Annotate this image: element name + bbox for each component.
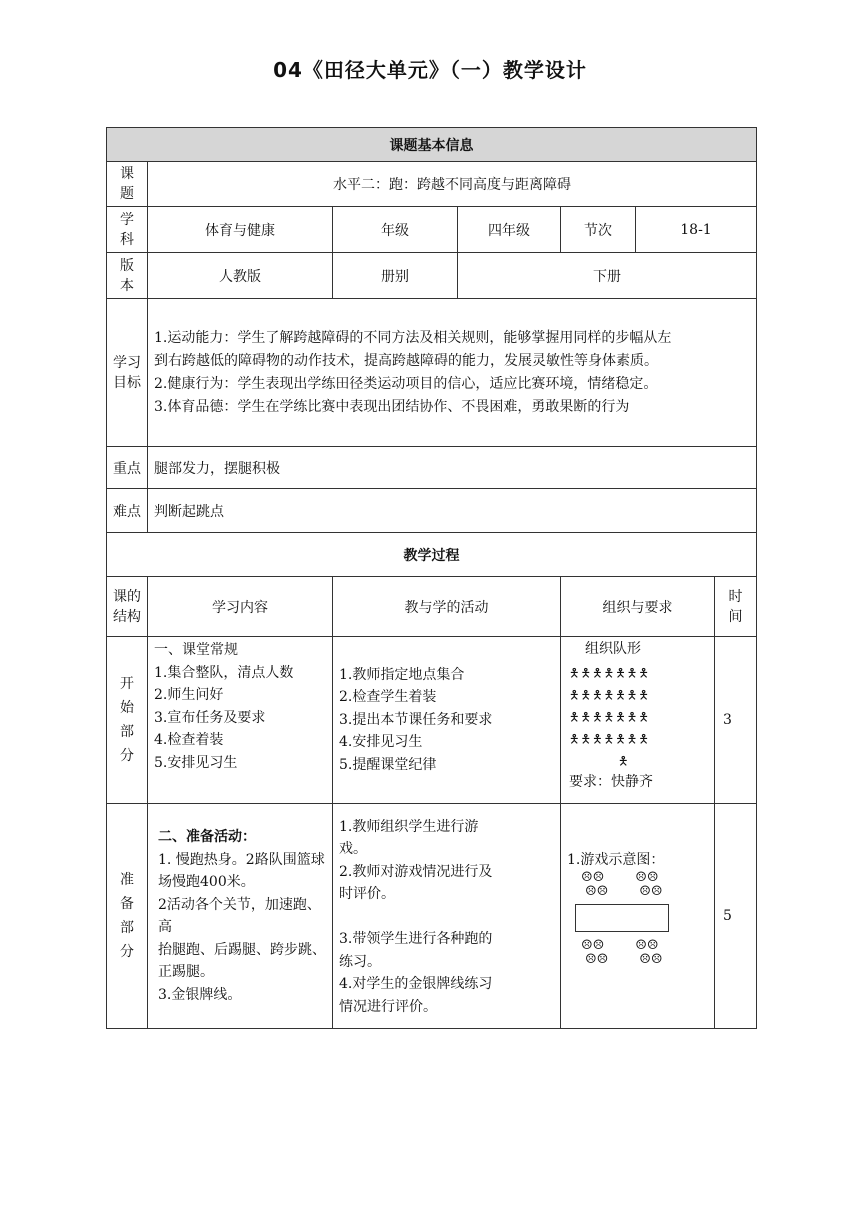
- activity-line: 2.教师对游戏情况进行及: [339, 863, 493, 880]
- start-organization: [561, 637, 715, 804]
- formation-row: 🯅🯅🯅🯅🯅🯅🯅: [569, 688, 650, 702]
- content-line: 正踢腿。: [158, 964, 214, 980]
- content-line: 2活动各个关节，加速跑、高: [158, 896, 321, 935]
- face-icon: ☹: [581, 938, 593, 953]
- col-organization-header: 组织与要求: [561, 577, 715, 637]
- formation-requirement: 要求：快静齐: [569, 774, 653, 790]
- prep-structure: 准 备 部 分: [107, 804, 148, 1029]
- activity-line: 时评价。: [339, 886, 395, 903]
- activity-line: 3.带领学生进行各种跑的: [339, 931, 493, 948]
- col-structure-header: 课的 结构: [107, 577, 148, 637]
- start-time: 3: [715, 637, 757, 804]
- face-icon: ☹: [592, 938, 605, 953]
- activity-line: 1.教师组织学生进行游: [339, 818, 479, 835]
- edition-label: 版 本: [107, 253, 148, 299]
- basketball-court-rect: [575, 904, 669, 932]
- prep-organization: [561, 804, 715, 1029]
- face-icon: ☹: [635, 938, 647, 953]
- face-icon: ☹: [596, 952, 609, 967]
- content-line: 4.检查着装: [154, 732, 224, 748]
- objectives-label: 学习 目标: [107, 299, 148, 447]
- face-icon: ☹: [585, 884, 597, 899]
- formation-row: 🯅🯅🯅🯅🯅🯅🯅: [569, 666, 650, 680]
- lesson-value: 18-1: [636, 207, 757, 253]
- col-content-header: 学习内容: [148, 577, 333, 637]
- face-icon: ☹: [639, 952, 651, 967]
- face-icon: ☹: [585, 952, 597, 967]
- lesson-label: 节次: [561, 207, 636, 253]
- activity-line: 情况进行评价。: [339, 998, 437, 1015]
- key-point-value: 腿部发力，摆腿积极: [148, 447, 757, 489]
- subject-value: 体育与健康: [148, 207, 333, 253]
- activity-line: 练习。: [339, 953, 381, 970]
- content-line: 一、课堂常规: [154, 642, 238, 658]
- volume-label: 册别: [333, 253, 458, 299]
- activity-line: 4.对学生的金银牌线练习: [339, 976, 493, 993]
- lesson-plan-table: [106, 127, 757, 1029]
- game-diagram-title: 1.游戏示意图：: [567, 852, 665, 868]
- content-line: 1.集合整队，清点人数: [154, 664, 294, 681]
- key-point-label: 重点: [107, 447, 148, 489]
- start-content: [148, 637, 333, 804]
- formation-title: 组织队形: [585, 641, 641, 657]
- volume-value: 下册: [458, 253, 757, 299]
- difficulty-label: 难点: [107, 489, 148, 533]
- formation-row: 🯅🯅🯅🯅🯅🯅🯅: [569, 710, 650, 724]
- face-icon: ☹: [646, 870, 659, 885]
- game-diagram-bottom: [567, 938, 708, 966]
- topic-value: 水平二：跑：跨越不同高度与距离障碍: [148, 162, 757, 207]
- activity-line: 2.检查学生着装: [339, 689, 437, 706]
- grade-value: 四年级: [458, 207, 561, 253]
- game-diagram: [567, 870, 708, 898]
- objective-line: 1.运动能力：学生了解跨越障碍的不同方法及相关规则，能够掌握用同样的步幅从左: [154, 329, 672, 346]
- content-line: 5.安排见习生: [154, 754, 238, 771]
- face-icon: ☹: [592, 870, 605, 885]
- objective-line: 3.体育品德：学生在学练比赛中表现出团结协作、不畏困难，勇敢果断的行为: [154, 398, 630, 415]
- process-header: 教学过程: [107, 533, 757, 577]
- face-icon: ☹: [646, 938, 659, 953]
- prep-activities: [333, 804, 561, 1029]
- prep-time: 5: [715, 804, 757, 1029]
- content-line: 3.金银牌线。: [158, 986, 242, 1003]
- prep-content: [148, 804, 333, 1029]
- edition-value: 人教版: [148, 253, 333, 299]
- face-icon: ☹: [650, 952, 663, 967]
- content-title: 二、准备活动：: [158, 829, 256, 845]
- grade-label: 年级: [333, 207, 458, 253]
- content-line: 抬腿跑、后踢腿、跨步跳、: [158, 941, 326, 958]
- basic-info-header: 课题基本信息: [107, 128, 757, 162]
- content-line: 2.师生问好: [154, 687, 224, 703]
- content-line: 1. 慢跑热身。2路队围篮球: [158, 851, 325, 868]
- content-line: 场慢跑400米。: [158, 874, 255, 890]
- difficulty-value: 判断起跳点: [148, 489, 757, 533]
- start-structure: 开 始 部 分: [107, 637, 148, 804]
- topic-label: 课 题: [107, 162, 148, 207]
- activity-line: 5.提醒课堂纪律: [339, 756, 437, 773]
- objective-line: 2.健康行为：学生表现出学练田径类运动项目的信心，适应比赛环境，情绪稳定。: [154, 375, 658, 392]
- subject-label: 学 科: [107, 207, 148, 253]
- face-icon: ☹: [650, 884, 663, 899]
- start-activities: [333, 637, 561, 804]
- face-icon: ☹: [596, 884, 609, 899]
- activity-line: 1.教师指定地点集合: [339, 666, 465, 683]
- document-title: 04《田径大单元》（一）教学设计: [273, 58, 587, 82]
- activity-line: 3.提出本节课任务和要求: [339, 711, 493, 728]
- face-icon: ☹: [581, 870, 593, 885]
- teacher-icon: 🯅: [618, 754, 630, 768]
- activity-line: 4.安排见习生: [339, 734, 423, 751]
- col-activities-header: 教与学的活动: [333, 577, 561, 637]
- content-line: 3.宣布任务及要求: [154, 709, 266, 726]
- activity-line: 戏。: [339, 841, 367, 858]
- face-icon: ☹: [635, 870, 647, 885]
- face-icon: ☹: [639, 884, 651, 899]
- col-time-header: 时 间: [715, 577, 757, 637]
- objectives-text: [148, 299, 757, 447]
- formation-row: 🯅🯅🯅🯅🯅🯅🯅: [569, 732, 650, 746]
- objective-line: 到右跨越低的障碍物的动作技术，提高跨越障碍的能力，发展灵敏性等身体素质。: [154, 352, 658, 369]
